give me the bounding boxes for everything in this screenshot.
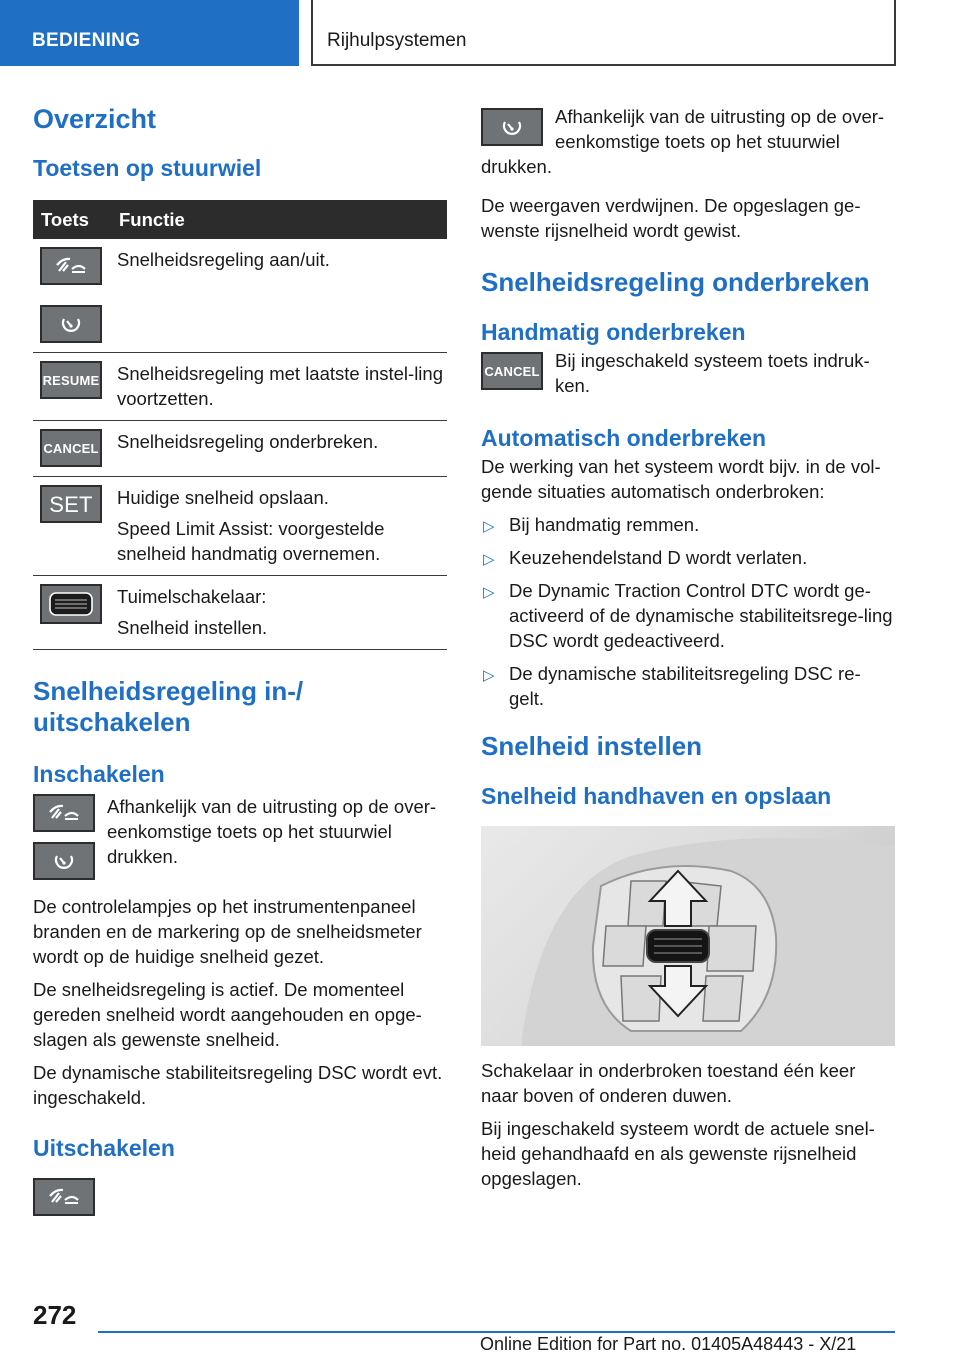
- cancel-button-icon: CANCEL: [40, 429, 102, 467]
- paragraph: Bij ingeschakeld systeem wordt de actuele snel-heid gehandhaafd en als gewenste rijsnelheid opgeslagen.: [481, 1118, 875, 1189]
- auto-list: [481, 512, 895, 711]
- paragraph: De controlelampjes op het instrumentenpaneel branden en de markering op de snelheidsmeter wordt op de huidige snelheid gezet.: [33, 896, 422, 967]
- heading-switch-on: Inschakelen: [33, 761, 165, 787]
- triangle-bullet-icon: ▷: [483, 667, 495, 684]
- set-button-icon: SET: [40, 485, 102, 523]
- list-item: ▷ De dynamische stabiliteitsregeling DSC re-gelt.: [483, 663, 861, 709]
- table-row: [33, 477, 447, 576]
- speed-limiter-icon: [481, 108, 543, 146]
- subtitle-steering-keys: Toetsen op stuurwiel: [33, 155, 262, 181]
- col-header-key: Toets: [33, 200, 111, 239]
- speed-limiter-icon: [40, 305, 102, 343]
- row-text: Tuimelschakelaar:: [117, 586, 267, 607]
- page-number: 272: [33, 1300, 77, 1330]
- auto-text: De werking van het systeem wordt bijv. in de vol-gende situaties automatisch onderbroken:: [481, 456, 881, 502]
- table-row: [33, 239, 447, 353]
- steering-switch-illustration: [481, 826, 895, 1046]
- section-tab: BEDIENING: [0, 0, 299, 66]
- paragraph: De weergaven verdwijnen. De opgeslagen ge-wenste rijsnelheid wordt gewist.: [481, 195, 861, 241]
- heading-keep: Snelheid handhaven en opslaan: [481, 783, 832, 809]
- switch-off-block: [481, 104, 895, 179]
- speed-limiter-icon: [33, 842, 95, 880]
- list-item: ▷ Bij handmatig remmen.: [481, 512, 895, 537]
- table-row: [33, 353, 447, 421]
- row-text: Huidige snelheid opslaan.: [117, 487, 329, 508]
- cancel-button-icon: CANCEL: [481, 352, 543, 390]
- switch-off-text: Afhankelijk van de uitrusting op de over-eenkomstige toets op het stuurwiel drukken.: [481, 106, 885, 177]
- list-item: ▷ Keuzehendelstand D wordt verlaten.: [481, 545, 895, 570]
- table-row: [33, 576, 447, 650]
- table-row: [33, 421, 447, 477]
- switch-on-block: [33, 794, 447, 880]
- triangle-bullet-icon: ▷: [483, 551, 495, 568]
- page-title: Overzicht: [33, 104, 157, 134]
- row-text: Snelheid instellen.: [117, 617, 268, 638]
- heading-switch-off: Uitschakelen: [33, 1135, 175, 1161]
- resume-button-icon: RESUME: [40, 361, 102, 399]
- footer-divider: [98, 1331, 895, 1333]
- rocker-switch-icon: [40, 584, 102, 624]
- row-text: Snelheidsregeling onderbreken.: [117, 431, 379, 452]
- chapter-title: Rijhulpsystemen: [311, 0, 896, 66]
- heading-auto: Automatisch onderbreken: [481, 425, 766, 451]
- heading-manual: Handmatig onderbreken: [481, 319, 746, 345]
- left-column: [33, 92, 447, 1216]
- row-text: Snelheidsregeling met laatste instel-ling voortzetten.: [117, 363, 443, 409]
- cruise-onoff-icon: [40, 247, 102, 285]
- manual-text: Bij ingeschakeld systeem toets indruk-ken.: [555, 350, 870, 396]
- list-item: ▷ De Dynamic Traction Control DTC wordt ge-activeerd of de dynamische stabiliteitsrege-ling DSC wordt gedeactiveerd.: [483, 580, 893, 651]
- right-column: [481, 104, 895, 1191]
- heading-speed: Snelheid instellen: [481, 731, 703, 761]
- triangle-bullet-icon: ▷: [483, 518, 495, 535]
- paragraph: Schakelaar in onderbroken toestand één keer naar boven of onderen duwen.: [481, 1060, 856, 1106]
- cruise-onoff-icon: [33, 794, 95, 832]
- heading-interrupt: Snelheidsregeling onderbreken: [481, 267, 870, 297]
- triangle-bullet-icon: ▷: [483, 584, 495, 601]
- steering-wheel-photo: [481, 826, 895, 1046]
- paragraph: De dynamische stabiliteitsregeling DSC wordt evt. ingeschakeld.: [33, 1062, 443, 1108]
- cruise-onoff-icon: [33, 1178, 95, 1216]
- row-text: Speed Limit Assist: voorgestelde snelheid handmatig overnemen.: [117, 518, 385, 564]
- edition-text: Online Edition for Part no. 01405A48443 - X/21: [480, 1334, 857, 1354]
- manual-block: [481, 348, 895, 398]
- paragraph: De snelheidsregeling is actief. De momenteel gereden snelheid wordt aangehouden en opge-slagen als gewenste snelheid.: [33, 979, 422, 1050]
- col-header-function: Functie: [111, 200, 447, 239]
- row-text: Snelheidsregeling aan/uit.: [117, 249, 330, 270]
- switch-on-text: Afhankelijk van de uitrusting op de over-eenkomstige toets op het stuurwiel drukken.: [107, 796, 437, 867]
- keys-table: [33, 200, 447, 650]
- page-header: [0, 0, 960, 66]
- heading-onoff: Snelheidsregeling in-/ uitschakelen: [33, 676, 304, 737]
